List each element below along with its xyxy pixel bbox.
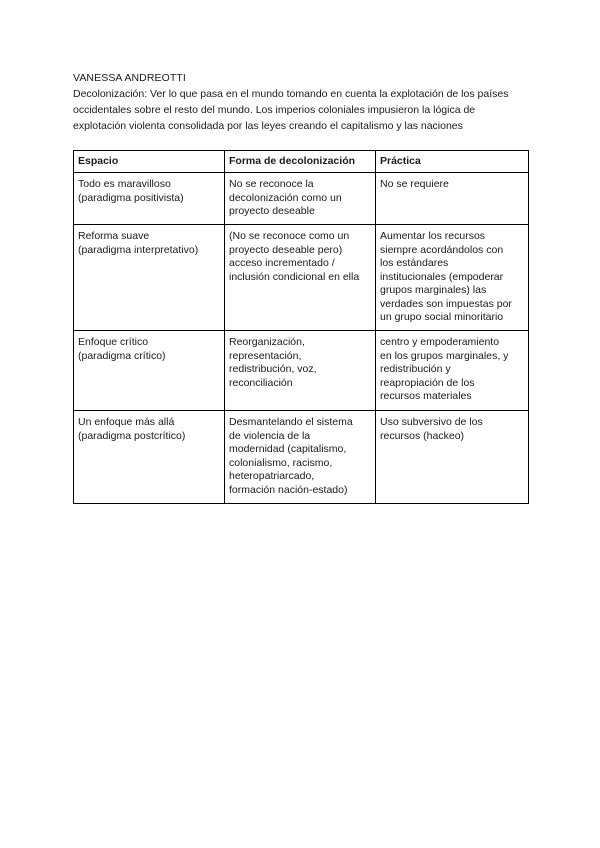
author-name: VANESSA ANDREOTTI [73,72,186,84]
header-practica: Práctica [376,151,529,173]
header-forma-decolonizacion: Forma de decolonización [225,151,376,173]
table-row [74,331,529,411]
cell-forma: Reorganización, representación, redistribución, voz, reconciliación [225,331,376,411]
cell-practica: No se requiere [376,173,529,225]
intro-paragraph: Decolonización: Ver lo que pasa en el mundo tomando en cuenta la explotación de los países occidentales sobre el resto del mundo. Los imperios coloniales impusieron la lógica de explotación violenta consolidada por las leyes creando el capitalismo y las naciones [73,88,509,132]
header-espacio: Espacio [74,151,225,173]
cell-forma: (No se reconoce como un proyecto deseable pero) acceso incrementado / inclusión condicional en ella [225,225,376,331]
cell-forma: No se reconoce la decolonización como un proyecto deseable [225,173,376,225]
table-row [74,411,529,504]
cell-forma: Desmantelando el sistema de violencia de la modernidad (capitalismo, colonialismo, racismo, heteropatriarcado, formación nación-estado) [225,411,376,504]
table-row [74,173,529,225]
cell-espacio: Un enfoque más allá (paradigma postcrítico) [74,411,225,504]
cell-practica: centro y empoderamiento en los grupos marginales, y redistribución y reapropiación de los recursos materiales [376,331,529,411]
decolonization-table [73,150,529,504]
table-header-row [74,151,529,173]
cell-practica: Aumentar los recursos siempre acordándolos con los estándares institucionales (empoderar grupos marginales) las verdades son impuestas por un grupo social minoritario [376,225,529,331]
cell-practica: Uso subversivo de los recursos (hackeo) [376,411,529,504]
cell-espacio: Todo es maravilloso (paradigma positivista) [74,173,225,225]
cell-espacio: Enfoque crítico (paradigma crítico) [74,331,225,411]
cell-espacio: Reforma suave (paradigma interpretativo) [74,225,225,331]
table-row [74,225,529,331]
document-page [73,70,528,504]
